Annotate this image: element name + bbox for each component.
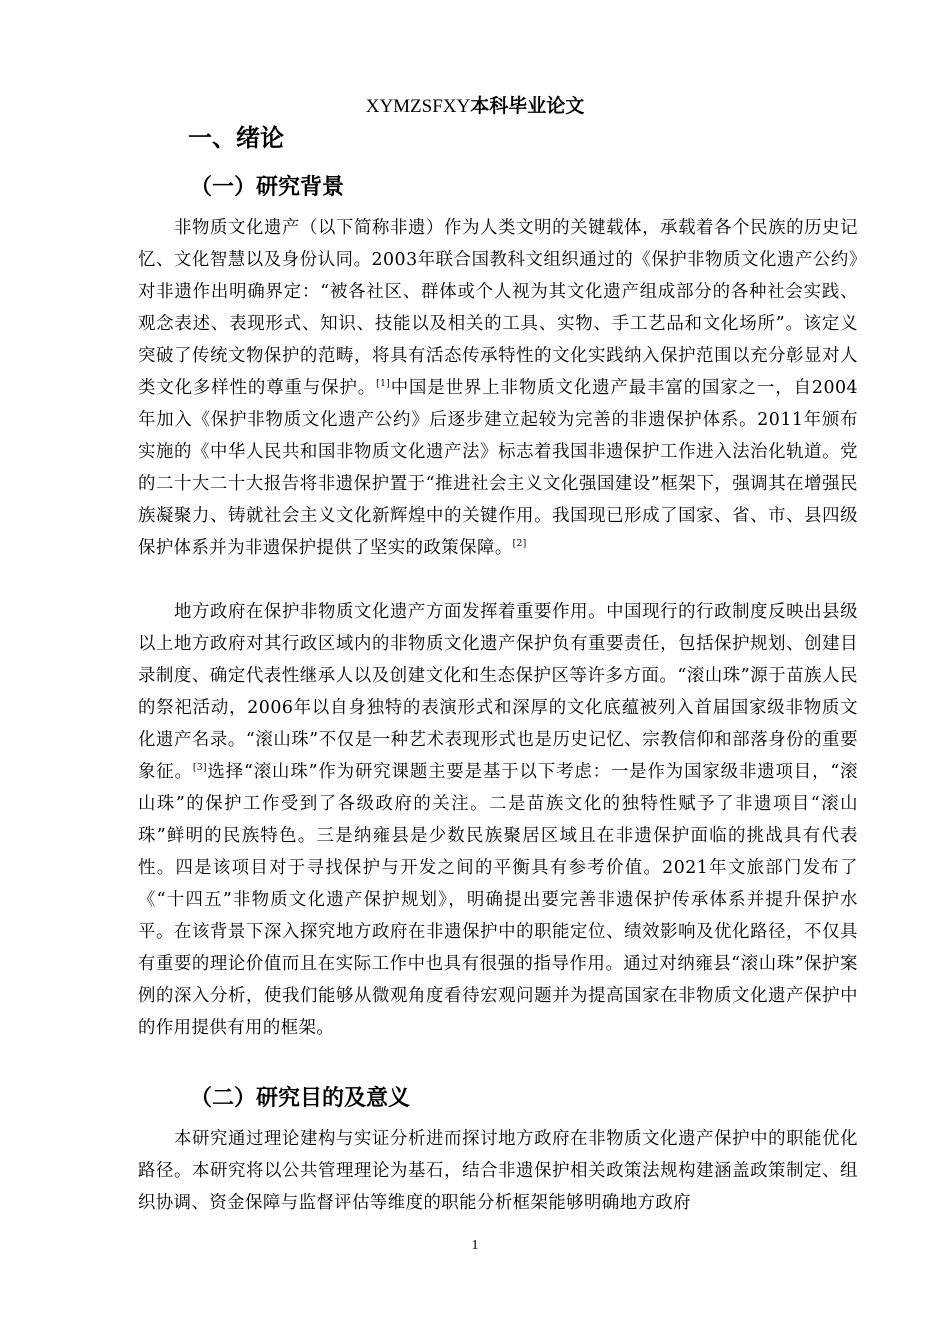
paragraph-text: 中国是世界上非物质文化遗产最丰富的国家之一，自2004年加入《保护非物质文化遗产公约》后逐步建立起较为完善的非遗保护体系。2011年颁布实施的《中华人民共和国非物质文化遗产法》标志着我国非遗保护工作进入法治化轨道。党的二十大二十大报告将非遗保护置于“推进社会主义文化强国建设”框架下，强调其在增强民族凝聚力、铸就社会主义文化新辉煌中的关键作用。我国现已形成了国家、省、市、县四级保护体系并为非遗保护提供了坚实的政策保障。 <box>138 378 858 558</box>
header-school-code: XYMZSFXY <box>365 96 471 117</box>
paragraph-text: 选择“滚山珠”作为研究课题主要是基于以下考虑：一是作为国家级非遗项目，“滚山珠”的保护工作受到了各级政府的关注。二是苗族文化的独特性赋予了非遗项目“滚山珠”鲜明的民族特色。三是纳雍县是少数民族聚居区域且在非遗保护面临的挑战具有代表性。四是该项目对于寻找保护与开发之间的平衡具有参考价值。2021年文旅部门发布了《“十四五”非物质文化遗产保护规划》，明确提出要完善非遗保护传承体系并提升保护水平。在该背景下深入探究地方政府在非遗保护中的职能定位、绩效影响及优化路径，不仅具有重要的理论价值而且在实际工作中也具有很强的指导作用。通过对纳雍县“滚山珠”保护案例的深入分析，使我们能够从微观角度看待宏观问题并为提高国家在非物质文化遗产保护中的作用提供有用的框架。 <box>138 762 858 1038</box>
citation-ref-3: [3] <box>192 763 207 774</box>
header-thesis-type: 本科毕业论文 <box>470 95 585 117</box>
page-number: 1 <box>471 1238 479 1253</box>
running-header <box>0 92 950 121</box>
paragraph-text: 地方政府在保护非物质文化遗产方面发挥着重要作用。中国现行的行政制度反映出县级以上地方政府对其行政区域内的非物质文化遗产保护负有重要责任，包括保护规划、创建目录制度、确定代表性继承人以及创建文化和生态保护区等许多方面。“滚山珠”源于苗族人民的祭祀活动，2006年以自身独特的表演形式和深厚的文化底蕴被列入首届国家级非物质文化遗产名录。“滚山珠”不仅是一种艺术表现形式也是历史记忆、宗教信仰和部落身份的重要象征。 <box>138 602 858 782</box>
citation-ref-2: [2] <box>512 539 527 550</box>
paragraph-background-1 <box>138 212 858 564</box>
citation-ref-1: [1] <box>376 379 391 390</box>
section-heading-background: （一）研究背景 <box>190 175 345 200</box>
chapter-title: 一、绪论 <box>188 124 284 152</box>
paragraph-purpose-1: 本研究通过理论建构与实证分析进而探讨地方政府在非物质文化遗产保护中的职能优化路径。本研究将以公共管理理论为基石，结合非遗保护相关政策法规构建涵盖政策制定、组织协调、资金保障与监督评估等维度的职能分析框架能够明确地方政府 <box>138 1129 858 1213</box>
section-heading-purpose: （二）研究目的及意义 <box>190 1086 411 1111</box>
paragraph-background-2 <box>138 596 858 1044</box>
paragraph-text: 非物质文化遗产（以下简称非遗）作为人类文明的关键载体，承载着各个民族的历史记忆、文化智慧以及身份认同。2003年联合国教科文组织通过的《保护非物质文化遗产公约》对非遗作出明确界定：“被各社区、群体或个人视为其文化遗产组成部分的各种社会实践、观念表述、表现形式、知识、技能以及相关的工具、实物、手工艺品和文化场所”。该定义突破了传统文物保护的范畴，将具有活态传承特性的文化实践纳入保护范围以充分彰显对人类文化多样性的尊重与保护。 <box>138 218 858 398</box>
